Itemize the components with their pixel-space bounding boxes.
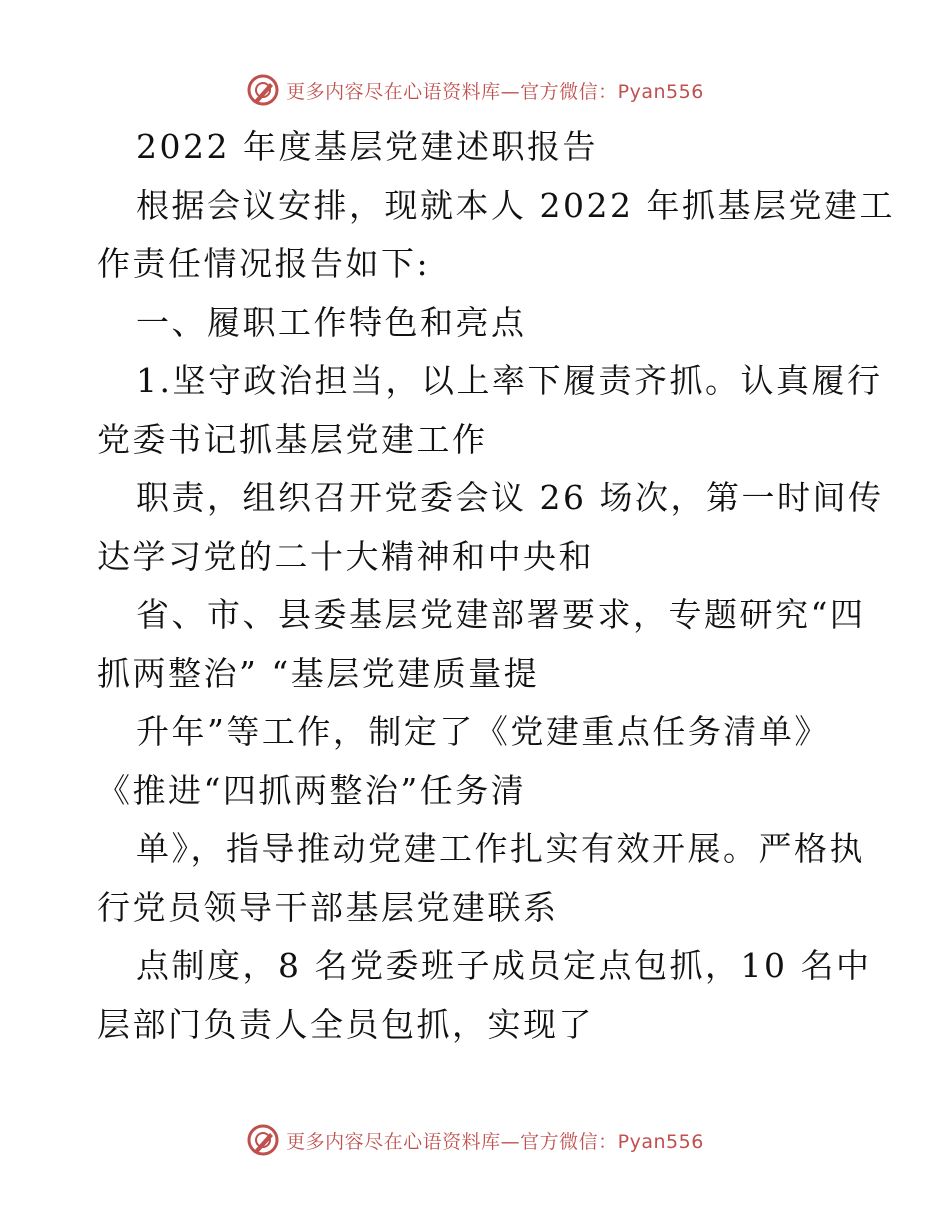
paragraph-line: 层部门负责人全员包抓，实现了 — [97, 1004, 594, 1044]
paragraph-line: 行党员领导干部基层党建联系 — [97, 887, 559, 927]
paragraph-line: 抓两整治” “基层党建质量提 — [97, 653, 540, 693]
paragraph-line: 点制度，8 名党委班子成员定点包抓，10 名中 — [136, 946, 872, 985]
watermark-banner-bottom — [0, 1120, 950, 1160]
watermark-text: 更多内容尽在心语资料库—官方微信：Pyan556 — [286, 1130, 704, 1153]
paragraph-line: 单》，指导推动党建工作扎实有效开展。严格执 — [136, 829, 865, 868]
document-body — [97, 118, 895, 1054]
section-heading: 一、履职工作特色和亮点 — [136, 302, 527, 342]
paragraph-line: 职责，组织召开党委会议 26 场次，第一时间传 — [136, 478, 884, 517]
paragraph-line: 1.坚守政治担当，以上率下履责齐抓。认真履行 — [136, 361, 883, 400]
red-circle-pen-logo-icon — [246, 1123, 280, 1157]
paragraph-line: 作责任情况报告如下: — [97, 244, 431, 283]
paragraph-line: 升年”等工作，制定了《党建重点任务清单》 — [136, 712, 830, 751]
paragraph-line: 《推进“四抓两整治”任务清 — [97, 770, 527, 810]
paragraph-line: 达学习党的二十大精神和中央和 — [97, 536, 594, 576]
red-circle-pen-logo-icon — [246, 73, 280, 107]
watermark-text: 更多内容尽在心语资料库—官方微信：Pyan556 — [286, 80, 704, 103]
paragraph-line: 根据会议安排，现就本人 2022 年抓基层党建工 — [136, 185, 895, 225]
paragraph-line: 党委书记抓基层党建工作 — [97, 419, 488, 459]
watermark-banner-top — [0, 70, 950, 110]
paragraph-line: 省、市、县委基层党建部署要求，专题研究“四 — [136, 595, 866, 634]
document-title: 2022 年度基层党建述职报告 — [136, 127, 598, 166]
